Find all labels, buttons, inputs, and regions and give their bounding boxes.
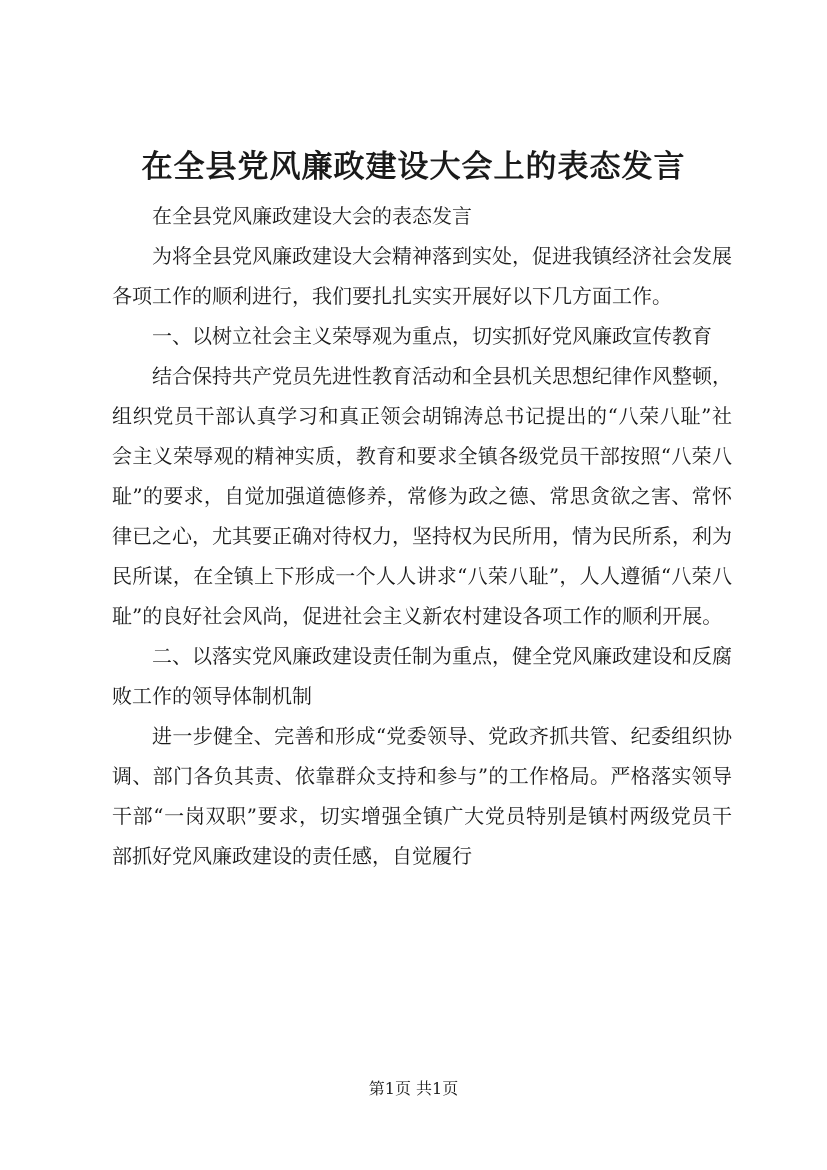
intro-paragraph: 为将全县党风廉政建设大会精神落到实处，促进我镇经济社会发展各项工作的顺利进行，我们要扎扎实实开展好以下几方面工作。	[112, 244, 732, 308]
section-2-paragraph: 进一步健全、完善和形成“党委领导、党政齐抓共管、纪委组织协调、部门各负其责、依靠群众支持和参与”的工作格局。严格落实领导干部“一岗双职”要求，切实增强全镇广大党员特别是镇村两级党员干部抓好党风廉政建设的责任感，自觉履行	[112, 724, 732, 868]
section-heading-1: 一、以树立社会主义荣辱观为重点，切实抓好党风廉政宣传教育	[152, 324, 712, 348]
document-title: 在全县党风廉政建设大会上的表态发言	[141, 149, 686, 185]
section-1-paragraph: 结合保持共产党员先进性教育活动和全县机关思想纪律作风整顿，组织党员干部认真学习和真正领会胡锦涛总书记提出的“八荣八耻”社会主义荣辱观的精神实质，教育和要求全镇各级党员干部按照“八荣八耻”的要求，自觉加强道德修养，常修为政之德、常思贪欲之害、常怀律已之心，尤其要正确对待权力，坚持权为民所用，情为民所系，利为民所谋，在全镇上下形成一个人人讲求“八荣八耻”，人人遵循“八荣八耻”的良好社会风尚，促进社会主义新农村建设各项工作的顺利开展。	[112, 364, 732, 628]
page-number-footer: 第1页 共1页	[368, 1079, 459, 1098]
subtitle-paragraph: 在全县党风廉政建设大会的表态发言	[152, 204, 472, 228]
section-heading-2: 二、以落实党风廉政建设责任制为重点，健全党风廉政建设和反腐败工作的领导体制机制	[112, 644, 732, 708]
document-body	[112, 196, 732, 876]
